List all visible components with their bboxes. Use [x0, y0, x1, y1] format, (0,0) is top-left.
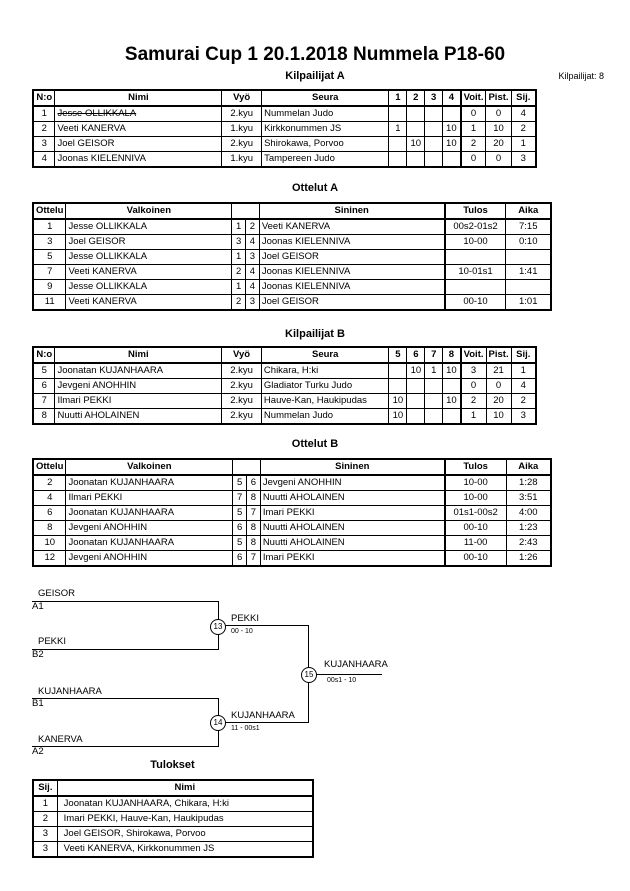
table-cell: Shirokawa, Porvoo — [262, 137, 389, 152]
matches-a-title: Ottelut A — [291, 182, 339, 194]
match-15-score: 00s1 - 10 — [327, 677, 357, 684]
table-cell — [389, 363, 407, 379]
table-cell: Veeti KANERVA — [66, 265, 232, 280]
table-cell: Joonas KIELENNIVA — [55, 152, 222, 168]
table-cell: 11-00 — [445, 536, 506, 551]
table-row — [33, 842, 313, 858]
table-cell: Jesse OLLIKKALA — [66, 250, 232, 265]
table-cell: 00s2-01s2 — [445, 219, 506, 235]
table-cell: 21 — [486, 363, 511, 379]
column-header: Voit. — [461, 90, 486, 106]
table-cell: Veeti KANERVA — [66, 295, 232, 311]
match-13-score: 00 - 10 — [231, 628, 253, 635]
table-cell: Joonas KIELENNIVA — [259, 280, 444, 295]
table-row — [33, 219, 551, 235]
table-row — [33, 796, 313, 812]
table-cell: Imari PEKKI — [260, 551, 444, 567]
table-cell: Jesse OLLIKKALA — [55, 106, 222, 122]
column-header: Nimi — [55, 90, 222, 106]
table-row — [33, 295, 551, 311]
table-cell: 10 — [443, 137, 461, 152]
table-cell — [389, 137, 407, 152]
table-cell: 6 — [233, 551, 247, 567]
table-cell: Veeti KANERVA — [259, 219, 444, 235]
table-cell: Jevgeni ANOHHIN — [260, 475, 444, 491]
table-cell — [407, 152, 425, 168]
table-cell: 10 — [33, 536, 66, 551]
table-cell: 12 — [33, 551, 66, 567]
table-cell: 20 — [486, 137, 511, 152]
table-cell: 0 — [486, 106, 511, 122]
table-cell: 00-10 — [445, 551, 506, 567]
competitor-count: Kilpailijat: 8 — [558, 71, 604, 81]
column-header — [233, 459, 261, 475]
column-header: Tulos — [445, 459, 506, 475]
table-cell: 0 — [461, 152, 486, 168]
table-header-row — [33, 203, 551, 219]
table-cell: 1 — [461, 122, 486, 137]
table-cell: 3 — [511, 152, 536, 168]
table-cell: 0 — [461, 379, 486, 394]
table-cell: Chikara, H:ki — [261, 363, 389, 379]
column-header: 6 — [407, 347, 425, 363]
table-cell: 8 — [247, 491, 261, 506]
table-cell: 8 — [33, 521, 66, 536]
table-cell: 2 — [511, 122, 536, 137]
table-cell: 10 — [407, 137, 425, 152]
table-cell: 01s1-00s2 — [445, 506, 506, 521]
table-cell: 0 — [486, 379, 511, 394]
table-cell: 2.kyu — [222, 106, 262, 122]
pool-a-title: Kilpailijat A — [285, 70, 345, 82]
table-cell: 1.kyu — [222, 152, 262, 168]
table-cell: 1 — [232, 219, 246, 235]
table-cell: 2 — [246, 219, 260, 235]
table-cell: 10-01s1 — [445, 265, 506, 280]
match-13-marker: 13 — [210, 619, 226, 635]
pool-b-title: Kilpailijat B — [285, 328, 345, 340]
table-row — [33, 506, 551, 521]
table-cell — [407, 394, 425, 409]
column-header: Vyö — [222, 90, 262, 106]
table-cell — [506, 250, 551, 265]
table-cell: Joonas KIELENNIVA — [259, 265, 444, 280]
table-cell: 1 — [33, 219, 66, 235]
table-cell: Ilmari PEKKI — [55, 394, 222, 409]
table-cell — [407, 379, 425, 394]
column-header: Vyö — [222, 347, 262, 363]
table-row — [33, 394, 536, 409]
table-cell: 2 — [232, 265, 246, 280]
column-header: Tulos — [445, 203, 506, 219]
table-cell: 6 — [33, 379, 55, 394]
table-cell: 1 — [511, 137, 536, 152]
table-cell: 10 — [486, 122, 511, 137]
table-cell: Joonatan KUJANHAARA — [66, 536, 233, 551]
pool-a-table — [32, 89, 537, 168]
table-cell — [425, 106, 443, 122]
table-cell: Jesse OLLIKKALA — [66, 219, 232, 235]
table-cell: 0:10 — [506, 235, 551, 250]
results-table — [32, 779, 314, 858]
table-cell: Nummelan Judo — [261, 409, 389, 425]
table-cell: Imari PEKKI — [260, 506, 444, 521]
table-cell — [425, 379, 443, 394]
table-cell: Nuutti AHOLAINEN — [260, 521, 444, 536]
column-header: Aika — [506, 203, 551, 219]
table-cell: Nuutti AHOLAINEN — [55, 409, 222, 425]
table-cell: Joonatan KUJANHAARA — [66, 475, 233, 491]
table-cell: 1 — [389, 122, 407, 137]
table-cell: 00-10 — [445, 521, 506, 536]
table-row — [33, 265, 551, 280]
table-row — [33, 475, 551, 491]
column-header: 1 — [389, 90, 407, 106]
table-row — [33, 521, 551, 536]
table-cell: 3 — [461, 363, 486, 379]
table-cell: 2 — [511, 394, 536, 409]
table-cell: 4 — [246, 265, 260, 280]
table-cell — [407, 122, 425, 137]
table-cell: 6 — [33, 506, 66, 521]
table-cell: 10 — [443, 394, 461, 409]
table-cell: Veeti KANERVA, Kirkkonummen JS — [57, 842, 313, 858]
table-row — [33, 536, 551, 551]
table-cell — [443, 152, 461, 168]
column-header: 3 — [425, 90, 443, 106]
column-header: Sininen — [260, 459, 444, 475]
table-cell: 1.kyu — [222, 122, 262, 137]
table-cell: 0 — [461, 106, 486, 122]
column-header: Seura — [262, 90, 389, 106]
table-row — [33, 491, 551, 506]
bracket-a1: A1 — [32, 601, 44, 612]
table-cell: 10 — [389, 394, 407, 409]
table-cell: 2 — [33, 475, 66, 491]
table-cell: 2:43 — [506, 536, 551, 551]
column-header: Voit. — [461, 347, 486, 363]
pool-b-table — [32, 346, 537, 425]
table-cell: 1 — [511, 363, 536, 379]
table-cell: Veeti KANERVA — [55, 122, 222, 137]
table-cell: 6 — [233, 521, 247, 536]
table-cell: 3 — [33, 827, 57, 842]
table-cell: 8 — [33, 409, 55, 425]
table-cell: 5 — [33, 363, 55, 379]
table-cell — [425, 152, 443, 168]
table-cell — [389, 106, 407, 122]
table-cell: 4 — [246, 280, 260, 295]
table-cell — [425, 409, 443, 425]
table-header-row — [33, 90, 536, 106]
table-row — [33, 235, 551, 250]
table-cell: 1:41 — [506, 265, 551, 280]
table-cell: 10-00 — [445, 235, 506, 250]
column-header: 8 — [443, 347, 461, 363]
column-header: Nimi — [55, 347, 222, 363]
column-header: Ottelu — [33, 459, 66, 475]
match-14-marker: 14 — [210, 715, 226, 731]
table-cell: Gladiator Turku Judo — [261, 379, 389, 394]
table-cell: Hauve-Kan, Haukipudas — [261, 394, 389, 409]
table-cell: 8 — [247, 521, 261, 536]
table-cell: 2.kyu — [222, 379, 262, 394]
table-cell: 10 — [443, 122, 461, 137]
table-cell: Joonatan KUJANHAARA, Chikara, H:ki — [57, 796, 313, 812]
table-cell: 7 — [33, 394, 55, 409]
table-cell: 2 — [232, 295, 246, 311]
table-cell: 7:15 — [506, 219, 551, 235]
table-cell: 4 — [511, 379, 536, 394]
table-cell — [407, 409, 425, 425]
column-header: Aika — [506, 459, 551, 475]
column-header: Valkoinen — [66, 459, 233, 475]
table-cell: 2 — [33, 812, 57, 827]
table-cell: Joonatan KUJANHAARA — [55, 363, 222, 379]
table-cell: 10-00 — [445, 491, 506, 506]
match-15-winner: KUJANHAARA — [324, 659, 388, 670]
table-cell: 3 — [33, 137, 55, 152]
table-cell — [443, 409, 461, 425]
table-cell: Joel GEISOR — [55, 137, 222, 152]
match-15-marker: 15 — [301, 667, 317, 683]
table-cell: 00-10 — [445, 295, 506, 311]
table-row — [33, 106, 536, 122]
table-cell: 3 — [511, 409, 536, 425]
matches-b-title: Ottelut B — [291, 438, 339, 450]
table-cell: 7 — [247, 551, 261, 567]
table-cell: 10 — [407, 363, 425, 379]
bracket-b2: B2 — [32, 649, 44, 660]
match-14-score: 11 - 00s1 — [231, 725, 260, 732]
bracket-a2: A2 — [32, 746, 44, 757]
table-cell: 4 — [33, 152, 55, 168]
column-header: Ottelu — [33, 203, 66, 219]
column-header: N:o — [33, 347, 55, 363]
table-cell — [443, 379, 461, 394]
column-header: Nimi — [57, 780, 313, 796]
column-header: 5 — [389, 347, 407, 363]
table-cell — [389, 379, 407, 394]
column-header: Pist. — [486, 90, 511, 106]
table-cell: 10 — [486, 409, 511, 425]
table-cell: 1 — [33, 796, 57, 812]
bracket-pekki: PEKKI — [38, 636, 66, 647]
table-cell: 1:28 — [506, 475, 551, 491]
table-row — [33, 363, 536, 379]
table-row — [33, 137, 536, 152]
table-cell: 4:00 — [506, 506, 551, 521]
column-header: 2 — [407, 90, 425, 106]
table-row — [33, 827, 313, 842]
bracket-geisor: GEISOR — [38, 588, 75, 599]
table-row — [33, 250, 551, 265]
table-cell: Joonas KIELENNIVA — [259, 235, 444, 250]
table-cell: 1 — [33, 106, 55, 122]
table-cell: Joel GEISOR — [66, 235, 232, 250]
table-cell — [389, 152, 407, 168]
column-header: Sij. — [511, 90, 536, 106]
table-cell: 1 — [461, 409, 486, 425]
table-cell: 6 — [247, 475, 261, 491]
table-cell: 10 — [443, 363, 461, 379]
table-cell: 2.kyu — [222, 394, 262, 409]
table-cell — [445, 250, 506, 265]
table-cell: 1 — [232, 250, 246, 265]
table-cell: 3 — [33, 235, 66, 250]
table-cell: 2 — [461, 394, 486, 409]
table-cell: Joel GEISOR, Shirokawa, Porvoo — [57, 827, 313, 842]
table-row — [33, 551, 551, 567]
table-cell: 4 — [246, 235, 260, 250]
table-cell — [443, 106, 461, 122]
table-cell: 5 — [233, 475, 247, 491]
table-cell: 1 — [425, 363, 443, 379]
table-cell: 5 — [233, 506, 247, 521]
matches-a-table — [32, 202, 552, 311]
table-cell: 1:23 — [506, 521, 551, 536]
page-title: Samurai Cup 1 20.1.2018 Nummela P18-60 — [124, 44, 506, 65]
results-title: Tulokset — [150, 759, 195, 771]
table-cell: 5 — [33, 250, 66, 265]
matches-b-table — [32, 458, 552, 567]
table-row — [33, 280, 551, 295]
bracket-b1: B1 — [32, 698, 44, 709]
table-cell — [445, 280, 506, 295]
table-cell: 2 — [33, 122, 55, 137]
table-cell: 7 — [247, 506, 261, 521]
bracket-kujanhaara: KUJANHAARA — [38, 686, 102, 697]
column-header: Sij. — [33, 780, 57, 796]
table-cell: Nuutti AHOLAINEN — [260, 491, 444, 506]
match-13-winner: PEKKI — [231, 613, 259, 624]
table-cell: Jevgeni ANOHHIN — [66, 521, 233, 536]
table-cell: 2.kyu — [222, 137, 262, 152]
table-row — [33, 379, 536, 394]
column-header: Sij. — [511, 347, 536, 363]
table-cell: Jevgeni ANOHHIN — [66, 551, 233, 567]
table-cell: 2.kyu — [222, 409, 262, 425]
table-cell: 3 — [232, 235, 246, 250]
table-cell: 2.kyu — [222, 363, 262, 379]
table-cell: 1:01 — [506, 295, 551, 311]
table-cell: 11 — [33, 295, 66, 311]
table-cell: 8 — [247, 536, 261, 551]
table-row — [33, 122, 536, 137]
table-cell: Joel GEISOR — [259, 250, 444, 265]
table-cell — [506, 280, 551, 295]
column-header: Sininen — [259, 203, 444, 219]
table-cell: 7 — [233, 491, 247, 506]
table-cell: 5 — [233, 536, 247, 551]
table-row — [33, 409, 536, 425]
table-header-row — [33, 780, 313, 796]
table-cell — [407, 106, 425, 122]
table-cell: 3:51 — [506, 491, 551, 506]
table-cell: Joonatan KUJANHAARA — [66, 506, 233, 521]
column-header: N:o — [33, 90, 55, 106]
table-cell: 0 — [486, 152, 511, 168]
table-row — [33, 152, 536, 168]
table-cell — [425, 122, 443, 137]
table-cell: 9 — [33, 280, 66, 295]
table-cell: Kirkkonummen JS — [262, 122, 389, 137]
table-header-row — [33, 347, 536, 363]
table-cell: Joel GEISOR — [259, 295, 444, 311]
table-cell — [425, 137, 443, 152]
table-cell: 20 — [486, 394, 511, 409]
table-cell: 4 — [511, 106, 536, 122]
column-header — [232, 203, 260, 219]
column-header: 7 — [425, 347, 443, 363]
table-cell: 10-00 — [445, 475, 506, 491]
bracket-kanerva: KANERVA — [38, 734, 83, 745]
table-cell: 1 — [232, 280, 246, 295]
table-cell: 3 — [33, 842, 57, 858]
table-cell: Jesse OLLIKKALA — [66, 280, 232, 295]
table-cell: 3 — [246, 295, 260, 311]
column-header: 4 — [443, 90, 461, 106]
table-cell: 7 — [33, 265, 66, 280]
table-cell: Nummelan Judo — [262, 106, 389, 122]
table-cell: Ilmari PEKKI — [66, 491, 233, 506]
table-cell: 2 — [461, 137, 486, 152]
match-14-winner: KUJANHAARA — [231, 710, 295, 721]
table-cell: Tampereen Judo — [262, 152, 389, 168]
table-cell: 3 — [246, 250, 260, 265]
table-cell: 10 — [389, 409, 407, 425]
table-cell: 4 — [33, 491, 66, 506]
table-cell: Imari PEKKI, Hauve-Kan, Haukipudas — [57, 812, 313, 827]
table-cell — [425, 394, 443, 409]
column-header: Valkoinen — [66, 203, 232, 219]
table-cell: Nuutti AHOLAINEN — [260, 536, 444, 551]
table-row — [33, 812, 313, 827]
column-header: Seura — [261, 347, 389, 363]
column-header: Pist. — [486, 347, 511, 363]
table-cell: 1:26 — [506, 551, 551, 567]
table-cell: Jevgeni ANOHHIN — [55, 379, 222, 394]
table-header-row — [33, 459, 551, 475]
